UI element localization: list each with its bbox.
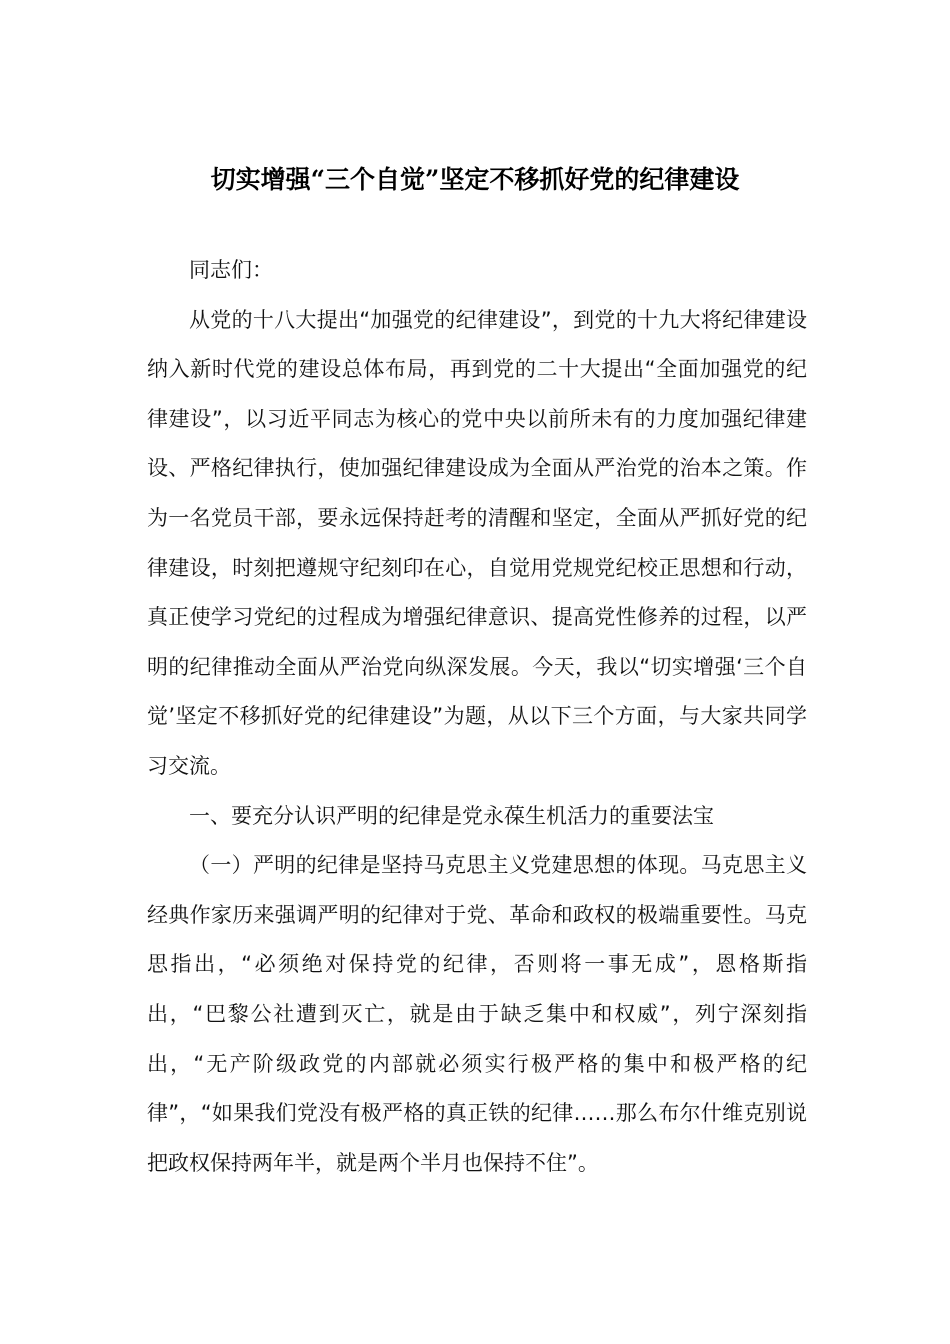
section-heading-1: 一、要充分认识严明的纪律是党永葆生机活力的重要法宝 <box>189 803 714 828</box>
document-body <box>147 246 807 1188</box>
salutation-paragraph: 同志们： <box>189 258 273 282</box>
document-title: 切实增强“三个自觉”坚定不移抓好党的纪律建设 <box>210 165 740 194</box>
intro-paragraph: 从党的十八大提出“加强党的纪律建设”，到党的十九大将纪律建设纳入新时代党的建设总体布局，再到党的二十大提出“全面加强党的纪律建设”，以习近平同志为核心的党中央以前所未有的力度加强纪律建设、严格纪律执行，使加强纪律建设成为全面从严治党的治本之策。作为一名党员干部，要永远保持赶考的清醒和坚定，全面从严抓好党的纪律建设，时刻把遵规守纪刻印在心，自觉用党规党纪校正思想和行动，真正使学习党纪的过程成为增强纪律意识、提高党性修养的过程，以严明的纪律推动全面从严治党向纵深发展。今天，我以“切实增强‘三个自觉’坚定不移抓好党的纪律建设”为题，从以下三个方面，与大家共同学习交流。 <box>147 307 807 778</box>
subsection-paragraph-1: （一）严明的纪律是坚持马克思主义党建思想的体现。马克思主义经典作家历来强调严明的纪律对于党、革命和政权的极端重要性。马克思指出，“必须绝对保持党的纪律，否则将一事无成”，恩格斯指出，“巴黎公社遭到灭亡，就是由于缺乏集中和权威”，列宁深刻指出，“无产阶级政党的内部就必须实行极严格的集中和极严格的纪律”，“如果我们党没有极严格的真正铁的纪律……那么布尔什维克别说把政权保持两年半，就是两个半月也保持不住”。 <box>147 853 807 1175</box>
